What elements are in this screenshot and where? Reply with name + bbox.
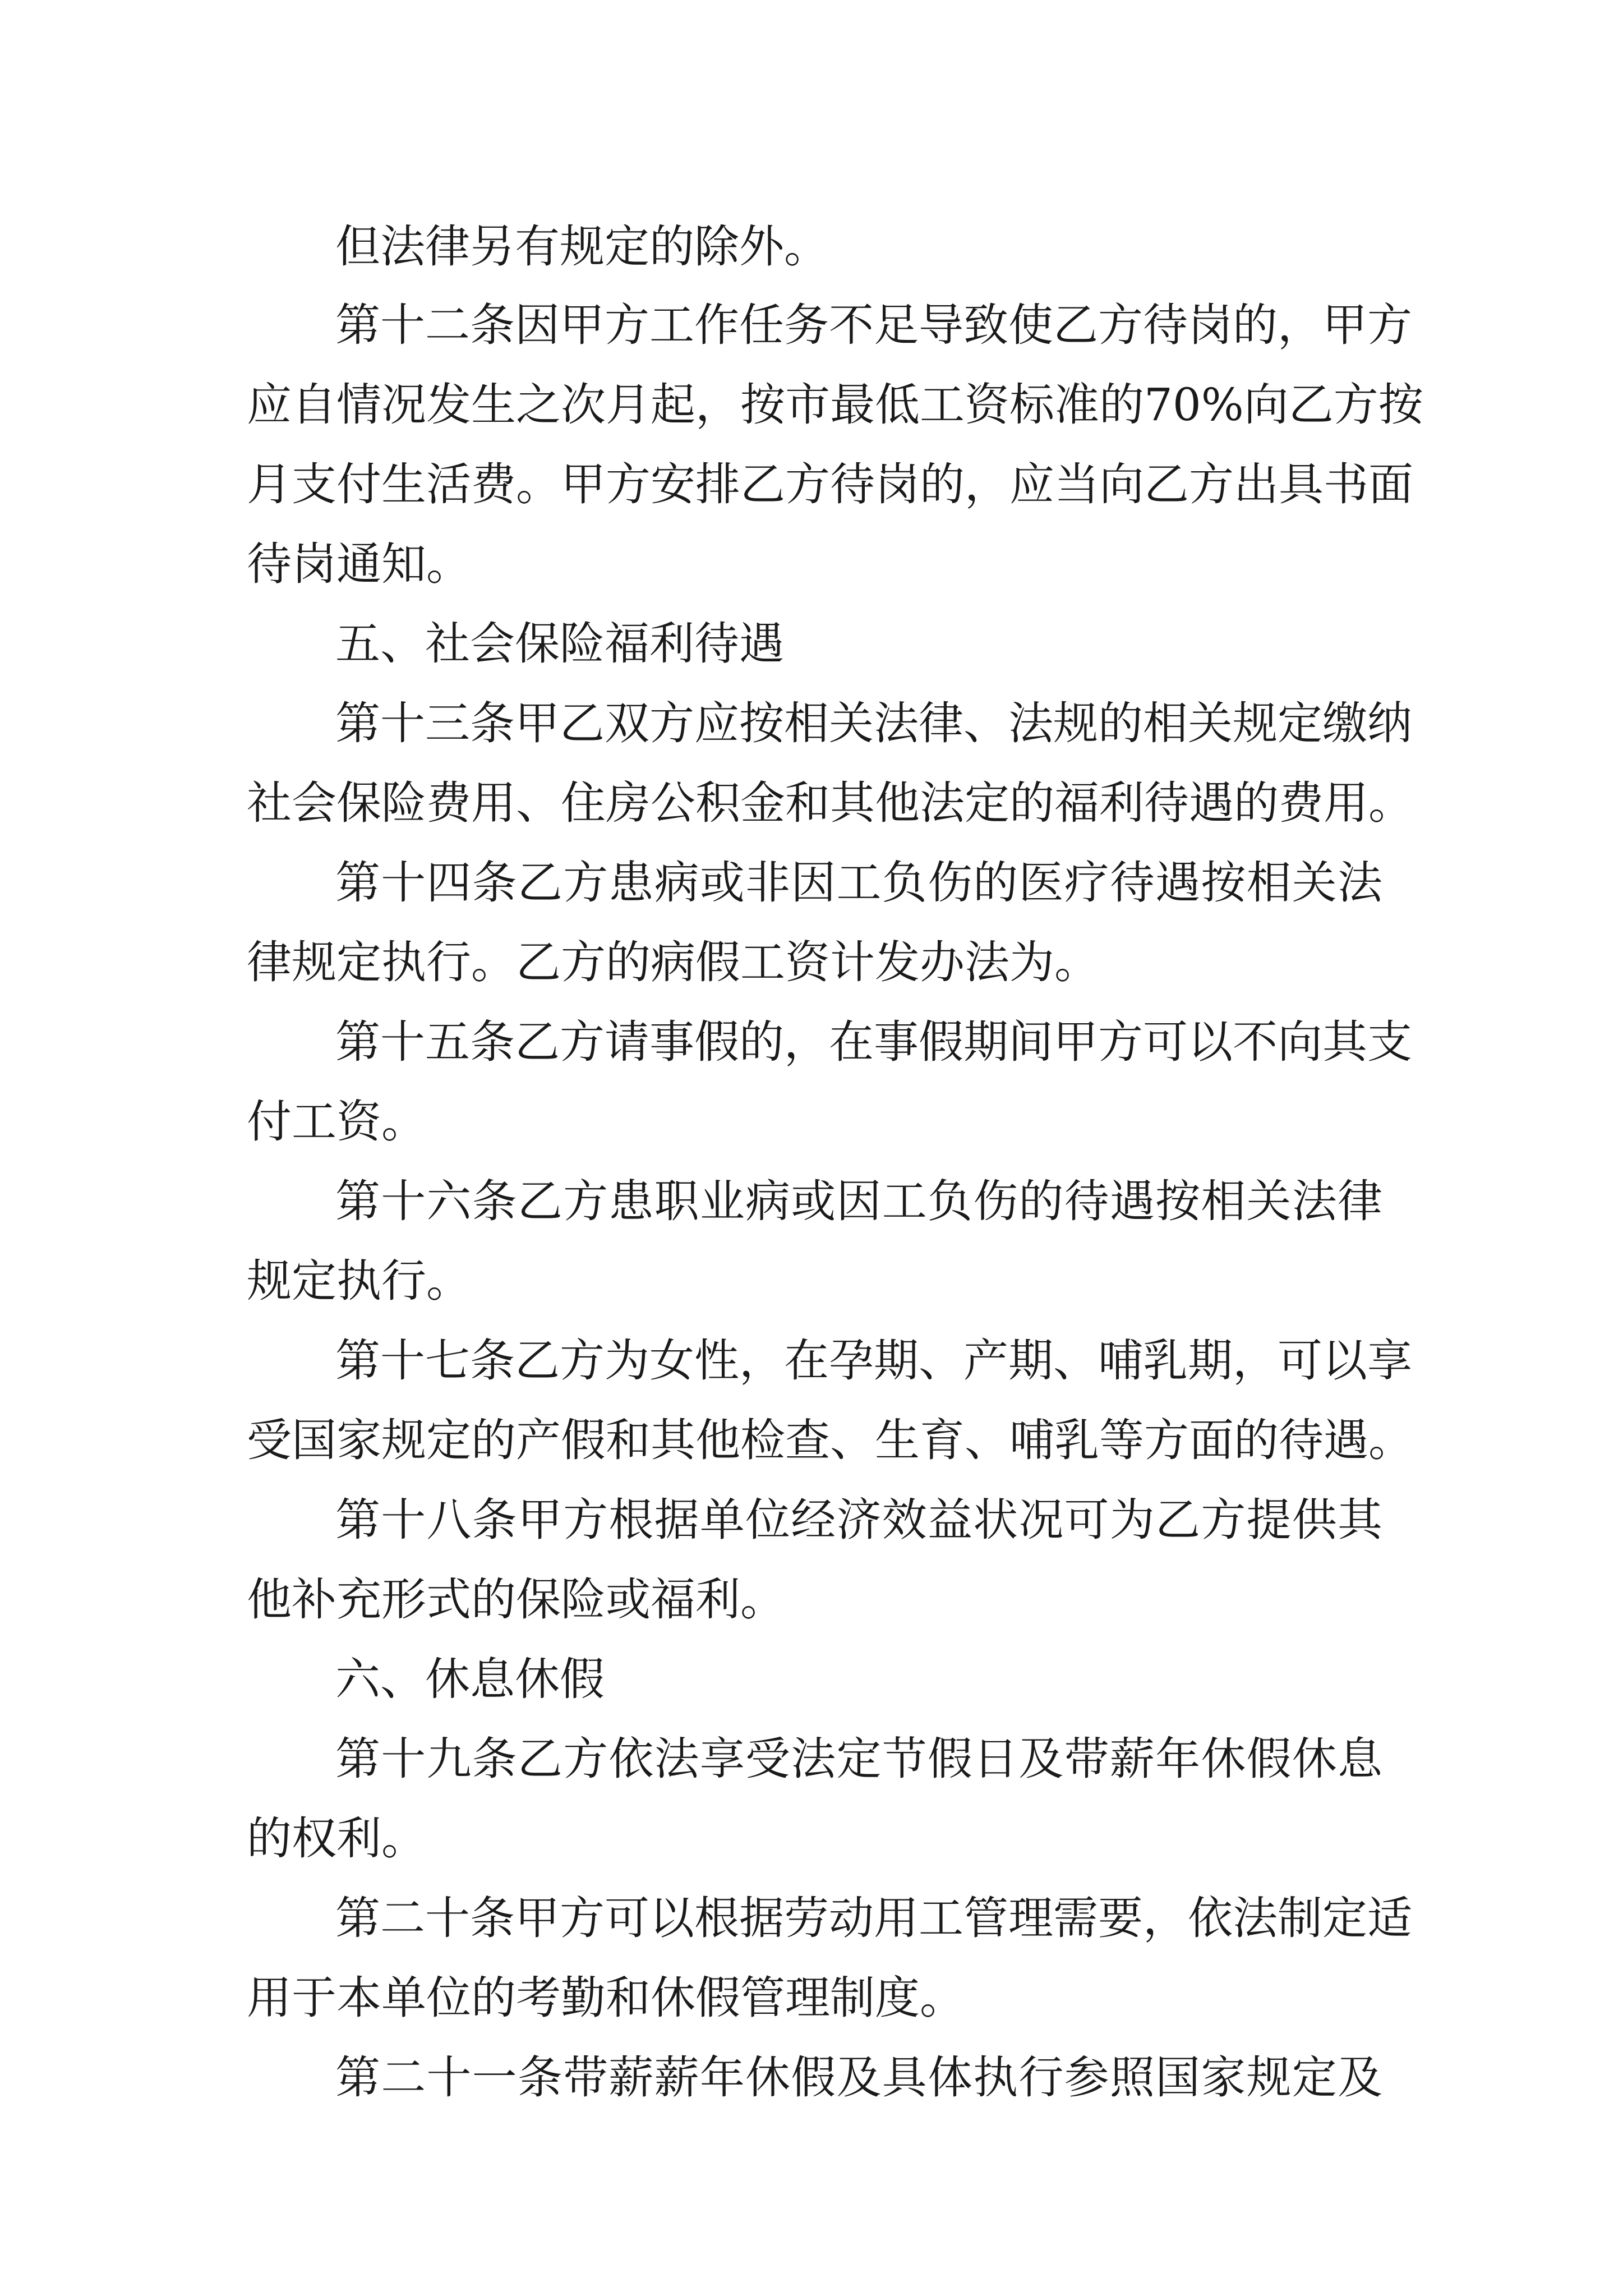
- text-line: 律规定执行。乙方的病假工资计发办法为。: [247, 936, 1099, 988]
- text-line: 的权利。: [247, 1812, 426, 1865]
- text-line: 用于本单位的考勤和休假管理制度。: [247, 1972, 965, 2024]
- text-line: 应自情况发生之次月起，按市最低工资标准的70%向乙方按: [247, 379, 1423, 431]
- text-line: 付工资。: [247, 1096, 426, 1148]
- text-line: 规定执行。: [247, 1255, 471, 1307]
- text-line: 但法律另有规定的除外。: [335, 220, 829, 273]
- text-line: 第十六条乙方患职业病或因工负伤的待遇按相关法律: [335, 1175, 1382, 1227]
- text-line: 第十七条乙方为女性，在孕期、产期、哺乳期，可以享: [335, 1335, 1412, 1387]
- text-line: 第十八条甲方根据单位经济效益状况可为乙方提供其: [335, 1494, 1382, 1546]
- text-line: 社会保险费用、住房公积金和其他法定的福利待遇的费用。: [247, 777, 1413, 829]
- section-heading: 五、社会保险福利待遇: [335, 618, 784, 670]
- text-line: 第十二条因甲方工作任务不足导致使乙方待岗的，甲方: [335, 299, 1412, 351]
- text-line: 第十九条乙方依法享受法定节假日及带薪年休假休息: [335, 1733, 1382, 1785]
- text-line: 受国家规定的产假和其他检查、生育、哺乳等方面的待遇。: [247, 1414, 1413, 1466]
- text-line: 第十三条甲乙双方应按相关法律、法规的相关规定缴纳: [335, 697, 1412, 749]
- text-line: 第二十条甲方可以根据劳动用工管理需要，依法制定适: [335, 1892, 1412, 1944]
- text-line: 第二十一条带薪薪年休假及具体执行参照国家规定及: [335, 2051, 1382, 2104]
- text-line: 待岗通知。: [247, 538, 471, 590]
- text-line: 月支付生活费。甲方安排乙方待岗的，应当向乙方出具书面: [247, 458, 1413, 510]
- section-heading: 六、休息休假: [335, 1653, 605, 1705]
- text-line: 他补充形式的保险或福利。: [247, 1573, 785, 1626]
- text-line: 第十四条乙方患病或非因工负伤的医疗待遇按相关法: [335, 857, 1382, 909]
- text-line: 第十五条乙方请事假的，在事假期间甲方可以不向其支: [335, 1016, 1412, 1068]
